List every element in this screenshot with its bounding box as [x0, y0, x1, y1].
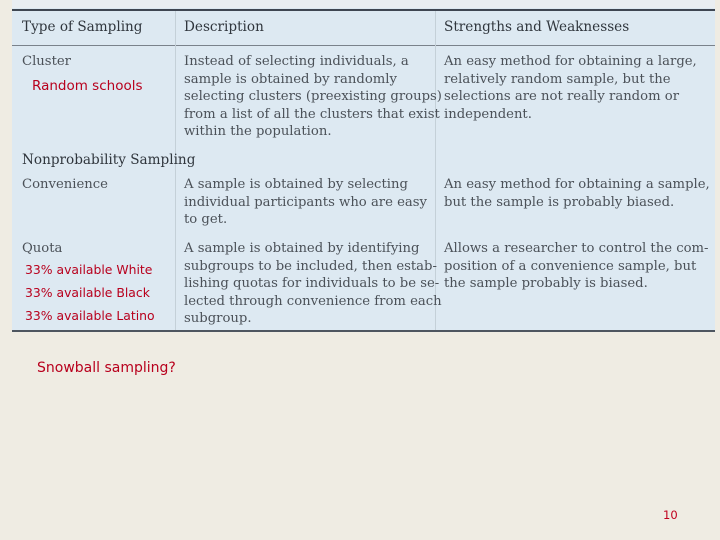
row-type-quota: Quota — [22, 241, 63, 256]
table-top-strip — [12, 0, 715, 8]
row-type-convenience: Convenience — [22, 177, 108, 192]
text-line: the sample probably is biased. — [444, 276, 648, 291]
text-line: Instead of selecting individuals, a — [184, 54, 409, 69]
text-line: position of a convenience sample, but — [444, 258, 697, 274]
text-line: independent. — [444, 106, 532, 122]
text-line: A sample is obtained by identifying — [184, 241, 420, 256]
text-line: relatively random sample, but the — [444, 71, 671, 87]
text-line: from a list of all the clusters that exist — [184, 106, 440, 122]
text-line: individual participants who are easy — [184, 194, 427, 210]
text-line: lected through convenience from each — [184, 293, 442, 309]
annotation-quota-black: 33% available Black — [25, 285, 150, 300]
sampling-table-image — [12, 0, 715, 332]
text-line: An easy method for obtaining a sample, — [444, 177, 710, 192]
text-line: A sample is obtained by selecting — [184, 177, 408, 192]
section-heading-nonprobability: Nonprobability Sampling — [22, 152, 196, 168]
text-line: subgroups to be included, then estab- — [184, 258, 437, 274]
text-line: subgroup. — [184, 311, 252, 326]
page-number: 10 — [663, 508, 678, 522]
header-strengths: Strengths and Weaknesses — [444, 19, 630, 35]
text-line: within the population. — [184, 124, 332, 139]
annotation-snowball-question: Snowball sampling? — [37, 360, 176, 376]
annotation-random-schools: Random schools — [32, 78, 143, 94]
text-line: An easy method for obtaining a large, — [444, 54, 697, 69]
row-type-cluster: Cluster — [22, 54, 71, 69]
text-line: selecting clusters (preexisting groups) — [184, 89, 442, 104]
table-bottom-rule — [12, 330, 715, 332]
text-line: Allows a researcher to control the com- — [444, 241, 709, 256]
text-line: lishing quotas for individuals to be se- — [184, 276, 440, 291]
text-line: but the sample is probably biased. — [444, 194, 675, 210]
column-divider — [175, 11, 176, 330]
text-line: sample is obtained by randomly — [184, 71, 397, 87]
header-description: Description — [184, 19, 264, 35]
header-bottom-rule — [12, 45, 715, 46]
annotation-quota-latino: 33% available Latino — [25, 308, 155, 323]
annotation-quota-white: 33% available White — [25, 262, 153, 277]
text-line: to get. — [184, 212, 228, 227]
text-line: selections are not really random or — [444, 89, 680, 104]
header-rule — [12, 9, 715, 11]
header-type: Type of Sampling — [22, 19, 143, 35]
